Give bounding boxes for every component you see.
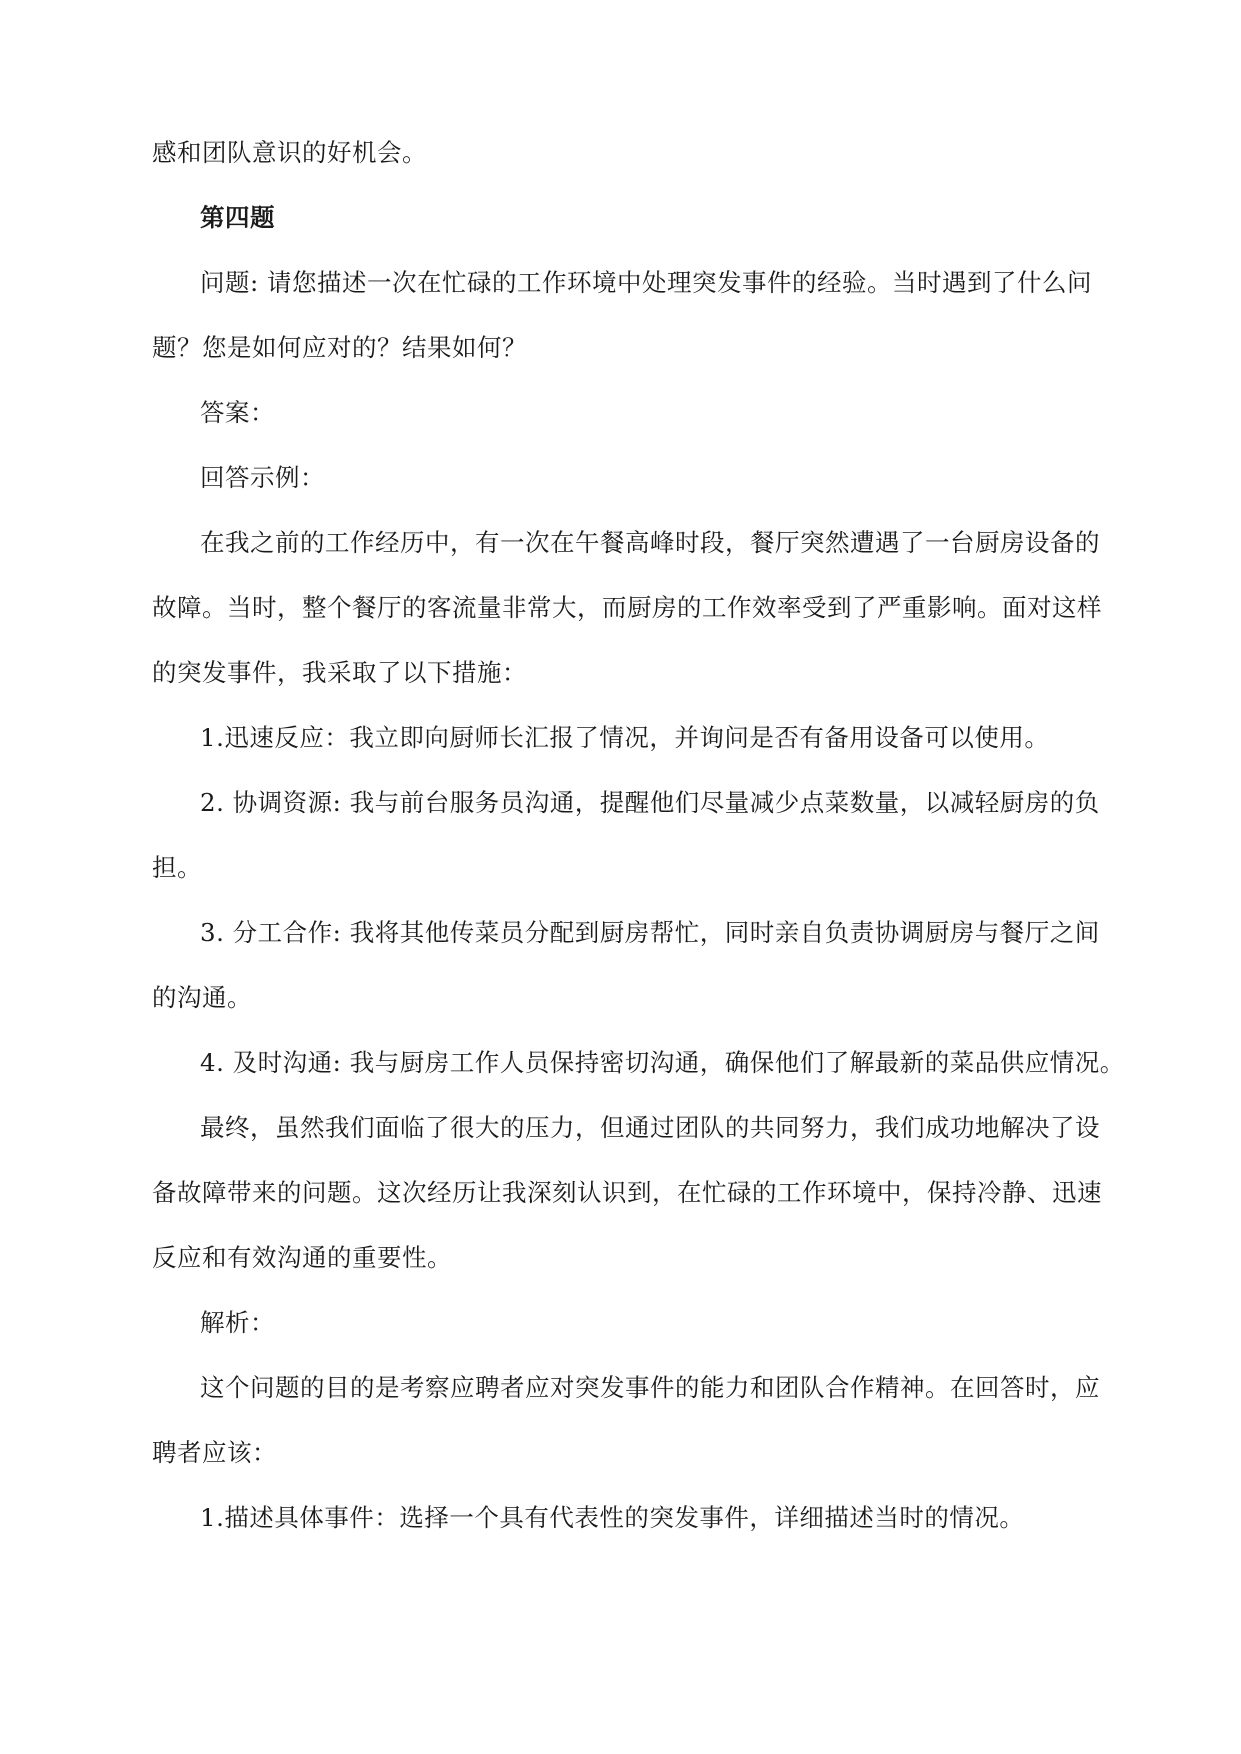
analysis-label: 解析： xyxy=(200,1308,275,1337)
question-line: 题？您是如何应对的？结果如何？ xyxy=(152,333,527,362)
list-item: 1.迅速反应：我立即向厨师长汇报了情况，并询问是否有备用设备可以使用。 xyxy=(200,723,1050,752)
section-heading: 第四题 xyxy=(200,203,275,232)
answer-paragraph: 故障。当时，整个餐厅的客流量非常大，而厨房的工作效率受到了严重影响。面对这样 xyxy=(152,593,1102,622)
analysis-paragraph: 聘者应该： xyxy=(152,1438,277,1467)
paragraph-continuation: 感和团队意识的好机会。 xyxy=(152,138,427,167)
list-item: 的沟通。 xyxy=(152,983,252,1012)
conclusion-paragraph: 备故障带来的问题。这次经历让我深刻认识到，在忙碌的工作环境中，保持冷静、迅速 xyxy=(152,1178,1102,1207)
list-item: 2. 协调资源: 我与前台服务员沟通，提醒他们尽量减少点菜数量，以减轻厨房的负 xyxy=(200,788,1100,817)
answer-label: 答案： xyxy=(200,398,275,427)
list-item: 担。 xyxy=(152,853,202,882)
answer-paragraph: 在我之前的工作经历中，有一次在午餐高峰时段，餐厅突然遭遇了一台厨房设备的 xyxy=(200,528,1100,557)
list-item: 1.描述具体事件：选择一个具有代表性的突发事件，详细描述当时的情况。 xyxy=(200,1503,1025,1532)
analysis-paragraph: 这个问题的目的是考察应聘者应对突发事件的能力和团队合作精神。在回答时，应 xyxy=(200,1373,1100,1402)
conclusion-paragraph: 反应和有效沟通的重要性。 xyxy=(152,1243,452,1272)
conclusion-paragraph: 最终，虽然我们面临了很大的压力，但通过团队的共同努力，我们成功地解决了设 xyxy=(200,1113,1100,1142)
answer-paragraph: 的突发事件，我采取了以下措施： xyxy=(152,658,527,687)
list-item: 3. 分工合作: 我将其他传菜员分配到厨房帮忙，同时亲自负责协调厨房与餐厅之间 xyxy=(200,918,1100,947)
question-line: 问题: 请您描述一次在忙碌的工作环境中处理突发事件的经验。当时遇到了什么问 xyxy=(200,268,1093,297)
example-label: 回答示例： xyxy=(200,463,325,492)
list-item: 4. 及时沟通: 我与厨房工作人员保持密切沟通，确保他们了解最新的菜品供应情况。 xyxy=(200,1048,1125,1077)
